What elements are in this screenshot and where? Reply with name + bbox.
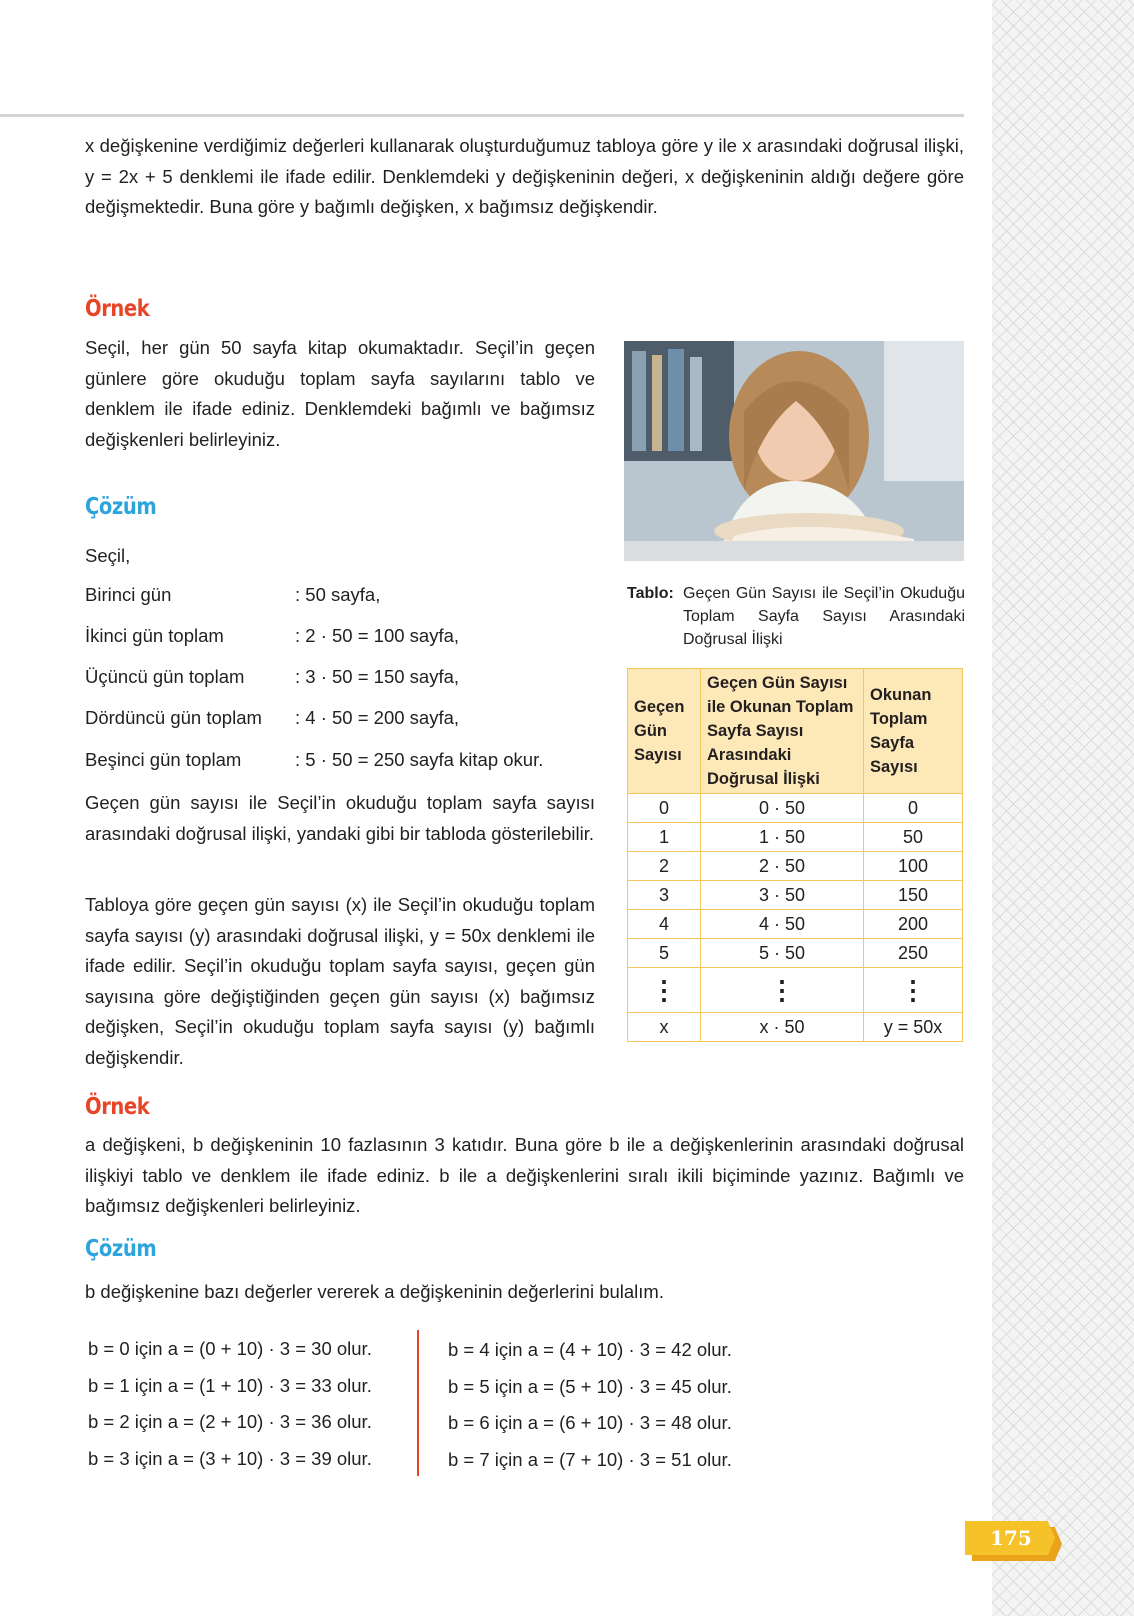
table-row <box>628 794 963 823</box>
table-caption-text: Geçen Gün Sayısı ile Seçil’in Okuduğu Toplam Sayfa Sayısı Arasındaki Doğrusal İlişki <box>683 585 965 648</box>
table-row <box>628 910 963 939</box>
table-cell: 4 <box>628 910 701 939</box>
table-cell: 2 <box>628 852 701 881</box>
example2-heading: Örnek <box>85 1094 150 1120</box>
data-table <box>627 668 963 1042</box>
calc-row-value: : 4 · 50 = 200 sayfa, <box>295 707 460 728</box>
table-cell: 250 <box>864 939 963 968</box>
table-cell: 1 · 50 <box>701 823 864 852</box>
example2-text: a değişkeni, b değişkeninin 10 fazlasının 3 katıdır. Buna göre b ile a değişkenlerinin arasındaki doğrusal ilişkiyi tablo ve denklem ile ifade ediniz. b ile a değişkenlerini sıralı ikili biçiminde yazınız. Bağımlı ve bağımsız değişkenleri belirleyiniz. <box>85 1134 964 1216</box>
table-cell: x <box>628 1013 701 1042</box>
table-cell: x · 50 <box>701 1013 864 1042</box>
calc-row-value: : 50 sayfa, <box>295 584 381 605</box>
table-cell: 5 · 50 <box>701 939 864 968</box>
calc-row-value: : 3 · 50 = 150 sayfa, <box>295 666 460 687</box>
table-cell: 2 · 50 <box>701 852 864 881</box>
table-cell: 3 <box>628 881 701 910</box>
side-pattern-decoration <box>992 0 1134 1616</box>
table-caption-title: Tablo: <box>627 585 674 602</box>
table-header-cell: Okunan Toplam Sayfa Sayısı <box>864 669 963 794</box>
calc-row-label: Üçüncü gün toplam <box>85 666 245 687</box>
calc-row-label: İkinci gün toplam <box>85 625 224 646</box>
table-cell: 5 <box>628 939 701 968</box>
solution1-paragraph-2: Tabloya göre geçen gün sayısı (x) ile Seçil’in okuduğu toplam sayfa sayısı (y) arasındaki doğrusal ilişki, y = 50x denklemi ile ifade edilir. Seçil’in okuduğu toplam sayfa sayısı, geçen gün sayısına göre değiştiğinden geçen gün sayısı (x) bağımsız değişken, Seçil’in okuduğu toplam sayfa sayısı (y) bağımlı değişkendir. <box>85 894 595 1068</box>
calc-row-value: : 5 · 50 = 250 sayfa kitap okur. <box>295 749 544 770</box>
table-row-ellipsis <box>628 968 963 1013</box>
table-cell: ⋮ <box>701 968 864 1013</box>
page-number: 175 <box>990 1526 1032 1550</box>
table-header-row <box>628 669 963 794</box>
calc-row <box>85 706 459 730</box>
solution1-paragraph-1: Geçen gün sayısı ile Seçil’in okuduğu toplam sayfa sayısı arasındaki doğrusal ilişki, yandaki gibi bir tabloda gösterilebilir. <box>85 792 595 844</box>
equation-line: b = 1 için a = (1 + 10) · 3 = 33 olur. <box>88 1375 372 1396</box>
table-cell: 100 <box>864 852 963 881</box>
calc-row-label: Birinci gün <box>85 584 172 605</box>
calc-row-value: : 2 · 50 = 100 sayfa, <box>295 625 460 646</box>
table-cell: y = 50x <box>864 1013 963 1042</box>
table-row <box>628 852 963 881</box>
equation-line: b = 4 için a = (4 + 10) · 3 = 42 olur. <box>448 1339 732 1360</box>
calc-row <box>85 583 380 607</box>
table-header-cell: Geçen Gün Sayısı ile Okunan Toplam Sayfa Sayısı Arasındaki Doğrusal İlişki <box>701 669 864 794</box>
solution2-lead: b değişkenine bazı değerler vererek a değişkeninin değerlerini bulalım. <box>85 1281 664 1302</box>
table-cell: 150 <box>864 881 963 910</box>
equation-line: b = 6 için a = (6 + 10) · 3 = 48 olur. <box>448 1412 732 1433</box>
girl-reading-photo <box>624 341 964 561</box>
table-cell: ⋮ <box>864 968 963 1013</box>
table-row <box>628 939 963 968</box>
column-divider <box>417 1330 419 1476</box>
table-cell: 0 <box>628 794 701 823</box>
equation-line: b = 3 için a = (3 + 10) · 3 = 39 olur. <box>88 1448 372 1469</box>
table-cell: 0 <box>864 794 963 823</box>
solution1-lead: Seçil, <box>85 545 131 566</box>
calc-row <box>85 624 459 648</box>
calc-row <box>85 665 459 689</box>
table-cell: 3 · 50 <box>701 881 864 910</box>
solution1-heading: Çözüm <box>85 494 157 520</box>
table-cell: 50 <box>864 823 963 852</box>
calc-row-label: Dördüncü gün toplam <box>85 707 262 728</box>
equation-line: b = 0 için a = (0 + 10) · 3 = 30 olur. <box>88 1338 372 1359</box>
example1-text: Seçil, her gün 50 sayfa kitap okumaktadır. Seçil’in geçen günlere göre okuduğu toplam sayfa sayılarını tablo ve denklem ile ifade ediniz. Denklemdeki bağımlı ve bağımsız değişkenleri belirleyiniz. <box>85 337 595 450</box>
solution2-heading: Çözüm <box>85 1236 157 1262</box>
calc-row <box>85 748 543 772</box>
table-cell: 0 · 50 <box>701 794 864 823</box>
example1-heading: Örnek <box>85 296 150 322</box>
table-cell: 1 <box>628 823 701 852</box>
table-row <box>628 1013 963 1042</box>
calc-row-label: Beşinci gün toplam <box>85 749 242 770</box>
table-header-cell: Geçen Gün Sayısı <box>628 669 701 794</box>
equation-line: b = 5 için a = (5 + 10) · 3 = 45 olur. <box>448 1376 732 1397</box>
table-cell: 200 <box>864 910 963 939</box>
table-cell: ⋮ <box>628 968 701 1013</box>
table-row <box>628 881 963 910</box>
table-row <box>628 823 963 852</box>
intro-paragraph: x değişkenine verdiğimiz değerleri kullanarak oluşturduğumuz tabloya göre y ile x arasındaki doğrusal ilişki, y = 2x + 5 denklemi ile ifade edilir. Denklemdeki y değişkeninin değeri, x değişkeninin aldığı değere göre değişmektedir. Buna göre y bağımlı değişken, x bağımsız değişkendir. <box>85 135 964 217</box>
table-cell: 4 · 50 <box>701 910 864 939</box>
top-rule <box>0 114 964 117</box>
equation-line: b = 2 için a = (2 + 10) · 3 = 36 olur. <box>88 1411 372 1432</box>
equation-line: b = 7 için a = (7 + 10) · 3 = 51 olur. <box>448 1449 732 1470</box>
